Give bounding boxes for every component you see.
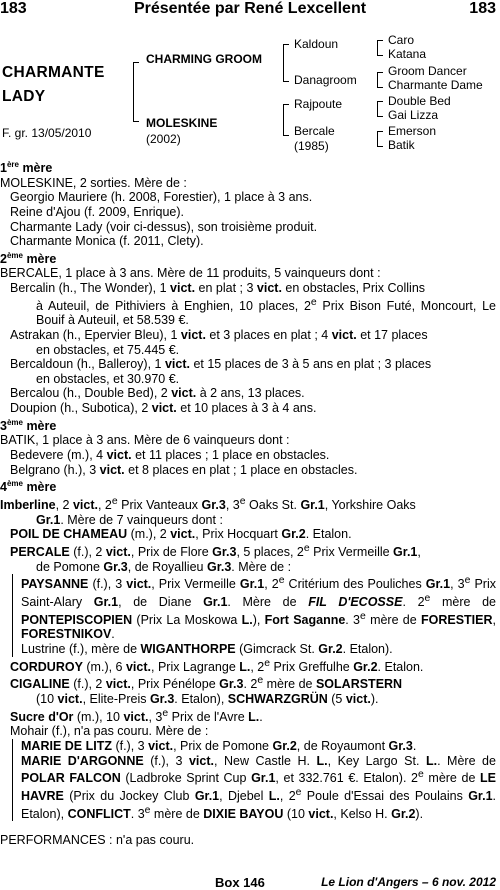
section-3eme-mere: 3ème mère <box>0 417 57 433</box>
m4-lustrine: Lustrine (f.), mère de WIGANTHORPE (Gimcrack St. Gr.2. Etalon). <box>21 641 393 656</box>
m2-bercalin-cont: à Auteuil, de Pithiviers à Enghien, 10 places, 2e Prix Bison Futé, Moncourt, Le Bouif à Auteuil, et 58.539 €. <box>36 296 496 328</box>
grandsire-3: Rajpoute <box>294 97 343 111</box>
performances: PERFORMANCES : n'a pas couru. <box>0 833 195 848</box>
horse-name-line1: CHARMANTE <box>2 64 105 81</box>
m4-percale-cont: de Pomone Gr.3, de Royallieu Gr.3. Mère de : <box>36 559 292 574</box>
mohair-produce <box>12 739 496 821</box>
gg-1: Caro <box>388 33 415 47</box>
dam-line-text <box>0 158 496 848</box>
bracket-gg1 <box>377 40 383 56</box>
m2-bercaldoun-cont: en obstacles, et 30.970 €. <box>36 371 180 386</box>
m2-bercaldoun: Bercaldoun (h., Balleroy), 1 vict. et 15 places de 3 à 5 ans en plat ; 3 places <box>10 357 432 372</box>
gg-5: Double Bed <box>388 94 451 108</box>
m4-percale: PERCALE (f.), 2 vict., Prix de Flore Gr.3, 5 places, 2e Prix Vermeille Gr.1, <box>10 542 421 559</box>
event-info: Le Lion d'Angers – 6 nov. 2012 <box>321 875 496 889</box>
gg-6: Gai Lizza <box>388 108 439 122</box>
m4-cigaline-cont: (10 vict., Elite-Preis Gr.3. Etalon), SCHWARZGRÜN (5 vict.). <box>36 692 379 707</box>
m4-corduroy: CORDUROY (m.), 6 vict., Prix Lagrange L., 2e Prix Greffulhe Gr.2. Etalon. <box>10 657 424 674</box>
bracket-gg2 <box>377 72 383 88</box>
m1-produce-a: Georgio Mauriere (h. 2008, Forestier), 1 place à 3 ans. <box>10 190 313 205</box>
bracket-main <box>133 62 139 122</box>
m3-bedevere: Bedevere (m.), 4 vict. et 11 places ; 1 place en obstacles. <box>10 447 330 462</box>
m4-sucre-dor: Sucre d'Or (m.), 10 vict., 3e Prix de l'Avre L.. <box>10 707 263 724</box>
sire-name: CHARMING GROOM <box>146 52 262 66</box>
m3-belgrano: Belgrano (h.), 3 vict. et 8 places en plat ; 1 place en obstacles. <box>10 462 358 477</box>
dam-name: MOLESKINE <box>146 116 218 130</box>
section-1ere-mere: 1ère mère <box>0 160 53 176</box>
gg-7: Emerson <box>388 124 437 138</box>
m2-bercalou: Bercalou (h., Double Bed), 2 vict. à 2 ans, 13 places. <box>10 386 305 401</box>
box-number: Box 146 <box>215 875 265 890</box>
header-title: Présentée par René Lexcellent <box>133 0 367 17</box>
grandsire-4-year: (1985) <box>294 139 329 153</box>
percale-produce <box>12 574 496 656</box>
grandsire-2: Danagroom <box>294 73 357 87</box>
section-4eme-mere: 4ème mère <box>0 479 57 495</box>
m2-bercalin: Bercalin (h., The Wonder), 1 vict. en plat ; 3 vict. en obstacles, Prix Collins <box>10 281 426 296</box>
m4-imberline-cont: Gr.1. Mère de 7 vainqueurs dont : <box>36 512 223 527</box>
bracket-gg4 <box>377 131 383 147</box>
lot-number-right: 183 <box>469 0 496 17</box>
m4-imberline: Imberline, 2 vict., 2e Prix Vanteaux Gr.3, 3e Oaks St. Gr.1, Yorkshire Oaks <box>0 495 416 512</box>
m1-intro: MOLESKINE, 2 sorties. Mère de : <box>0 175 187 190</box>
grandsire-1: Kaldoun <box>294 37 339 51</box>
m2-doupion: Doupion (h., Subotica), 2 vict. et 10 places à 3 à 4 ans. <box>10 400 317 415</box>
section-2eme-mere: 2ème mère <box>0 250 57 266</box>
horse-name-line2: LADY <box>2 88 46 105</box>
m1-produce-b: Reine d'Ajou (f. 2009, Enrique). <box>10 204 185 219</box>
gg-8: Batik <box>388 138 415 152</box>
lot-number-left: 183 <box>0 0 27 17</box>
page-header <box>0 0 500 20</box>
m4-marie-de-litz: MARIE DE LITZ (f.), 3 vict., Prix de Pomone Gr.2, de Royaumont Gr.3. <box>21 739 417 753</box>
gg-2: Katana <box>388 47 427 61</box>
m3-intro: BATIK, 1 place à 3 ans. Mère de 6 vainqueurs dont : <box>0 433 290 448</box>
m1-produce-d: Charmante Monica (f. 2011, Clety). <box>10 234 204 249</box>
m4-poil-de-chameau: POIL DE CHAMEAU (m.), 2 vict., Prix Hocquart Gr.2. Etalon. <box>10 527 352 542</box>
grandsire-4: Bercale <box>294 124 335 138</box>
m2-intro: BERCALE, 1 place à 3 ans. Mère de 11 produits, 5 vainqueurs dont : <box>0 266 381 281</box>
horse-info: F. gr. 13/05/2010 <box>2 126 92 140</box>
bracket-sire <box>283 44 289 82</box>
m4-paysanne: PAYSANNE (f.), 3 vict., Prix Vermeille Gr.1, 2e Critérium des Pouliches Gr.1, 3e Prix Saint-Alary Gr.1, de Diane Gr.1. Mère de FIL D'ECOSSE. 2e mère de PONTEPISCOPIEN (Prix La Moskowa L.), Fort Saganne. 3e mère de FORESTIER, FORESTNIKOV. <box>21 575 497 642</box>
bracket-dam <box>283 104 289 136</box>
m4-marie-dargonne: MARIE D'ARGONNE (f.), 3 vict., New Castle H. L., Key Largo St. L.. Mère de POLAR FALCON (Ladbroke Sprint Cup Gr.1, et 332.761 €. Etalon). 2e mère de LE HAVRE (Prix du Jockey Club Gr.1, Djebel L., 2e Poule d'Essai des Poulains Gr.1. Etalon), CONFLICT. 3e mère de DIXIE BAYOU (10 vict., Kelso H. Gr.2). <box>21 753 497 821</box>
m2-astrakan-cont: en obstacles, et 75.445 €. <box>36 342 180 357</box>
gg-3: Groom Dancer <box>388 64 467 78</box>
m2-astrakan: Astrakan (h., Epervier Bleu), 1 vict. et 3 places en plat ; 4 vict. et 17 places <box>10 328 428 342</box>
m4-cigaline: CIGALINE (f.), 2 vict., Prix Pénélope Gr.3. 2e mère de SOLARSTERN <box>10 675 403 692</box>
m4-mohair: Mohair (f.), n'a pas couru. Mère de : <box>10 724 209 739</box>
bracket-gg3 <box>377 101 383 117</box>
m1-produce-c: Charmante Lady (voir ci-dessus), son troisième produit. <box>10 219 318 234</box>
gg-4: Charmante Dame <box>388 78 483 92</box>
dam-year: (2002) <box>146 132 181 146</box>
